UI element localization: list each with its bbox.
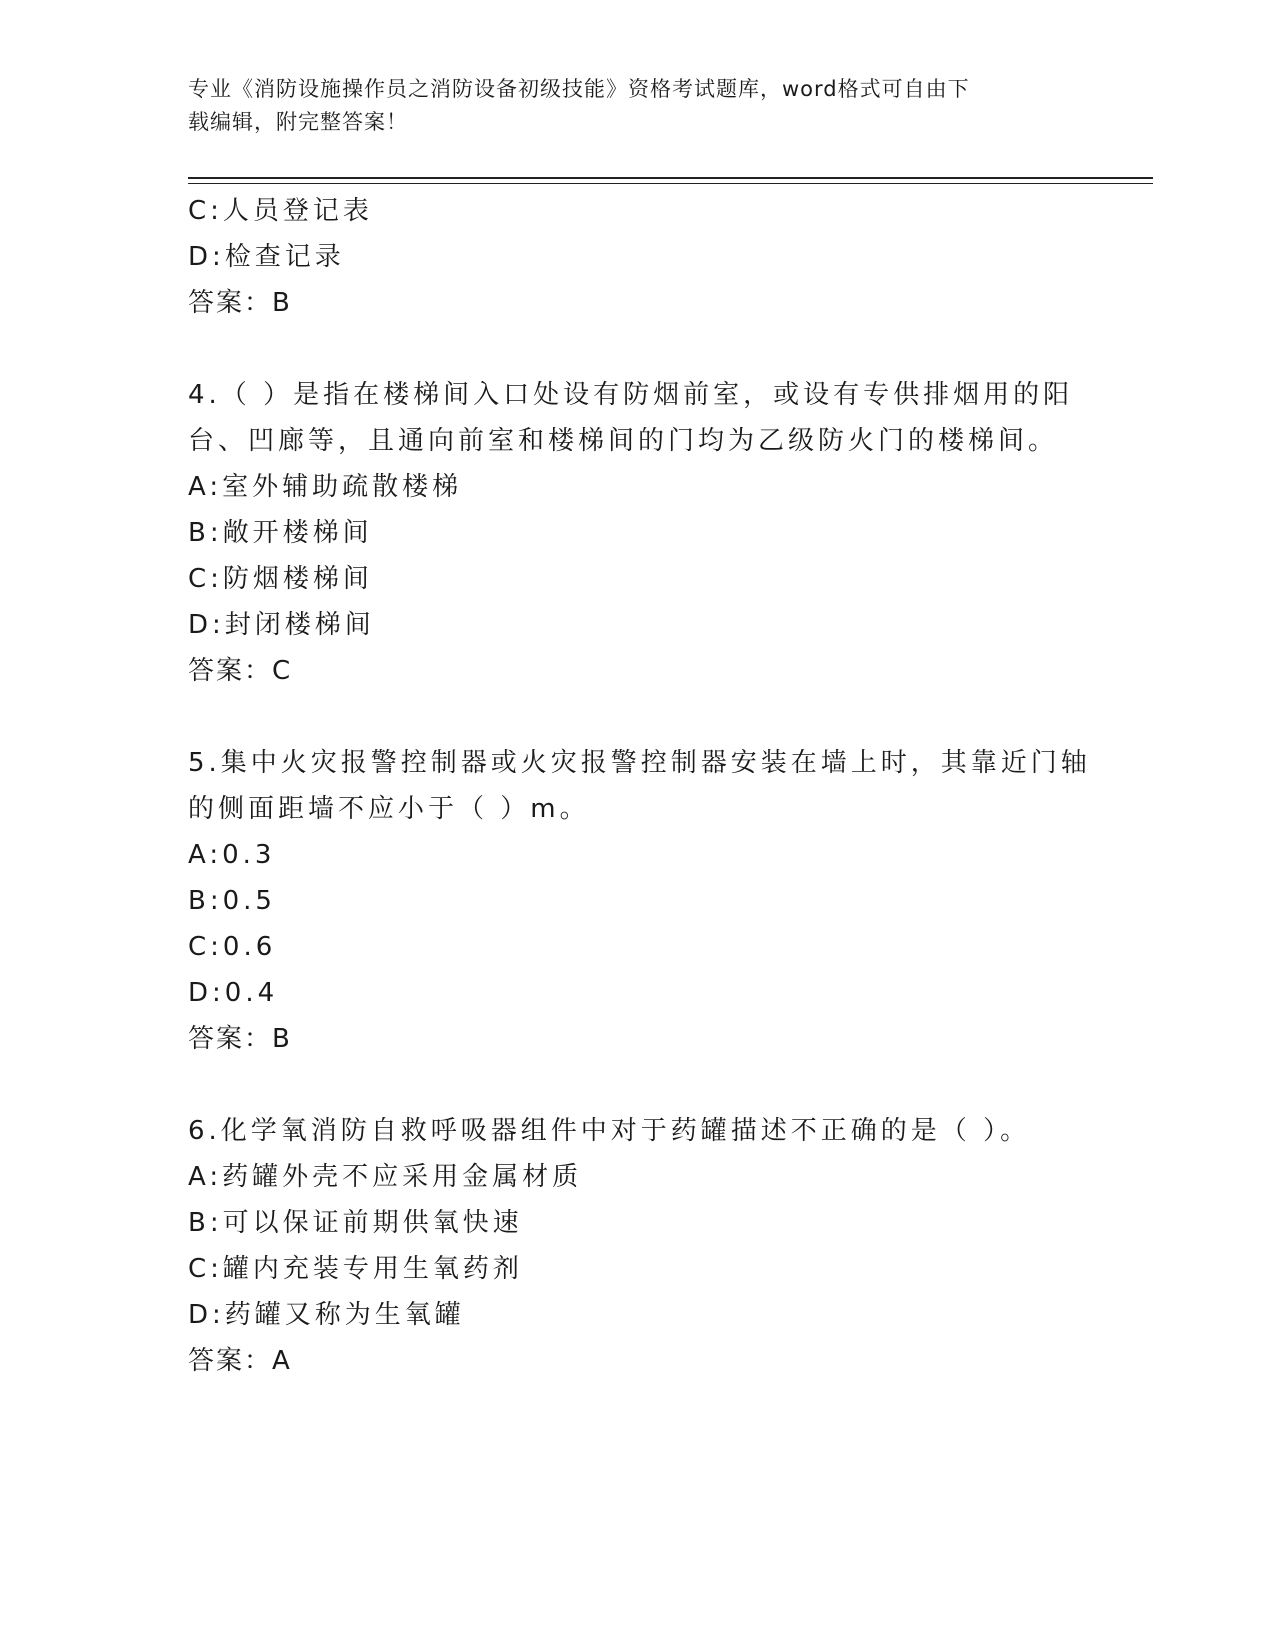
option-b: B:敞开楼梯间 (188, 518, 373, 548)
answer-label: 答案：A (188, 1346, 292, 1376)
question-stem-line: 6.化学氧消防自救呼吸器组件中对于药罐描述不正确的是（ ）。 (188, 1116, 1031, 1146)
spacer (188, 1062, 1068, 1108)
question-stem-line: 5.集中火灾报警控制器或火灾报警控制器安装在墙上时，其靠近门轴 (188, 748, 1091, 778)
question-5 (188, 740, 1091, 1062)
option-a: A:室外辅助疏散楼梯 (188, 472, 463, 502)
question-stem-line: 4.（ ）是指在楼梯间入口处设有防烟前室，或设有专供排烟用的阳 (188, 380, 1074, 410)
header-line-1: 专业《消防设施操作员之消防设备初级技能》资格考试题库，word格式可自由下 (188, 77, 970, 101)
question-stem-line: 的侧面距墙不应小于（ ）m。 (188, 794, 590, 824)
document-header (188, 73, 1068, 139)
header-line-2: 载编辑，附完整答案！ (188, 110, 408, 134)
option-b: B:0.5 (188, 886, 276, 916)
question-stem-line: 台、凹廊等，且通向前室和楼梯间的门均为乙级防火门的楼梯间。 (188, 426, 1059, 456)
spacer (188, 694, 1068, 740)
option-c: C:人员登记表 (188, 196, 373, 226)
answer-label: 答案：B (188, 288, 292, 318)
carryover-question (188, 188, 1068, 326)
header-divider (188, 177, 1153, 184)
question-4 (188, 372, 1074, 694)
option-a: A:药罐外壳不应采用金属材质 (188, 1162, 583, 1192)
option-d: D:检查记录 (188, 242, 345, 272)
question-6 (188, 1108, 1068, 1384)
option-d: D:封闭楼梯间 (188, 610, 375, 640)
answer-label: 答案：B (188, 1024, 292, 1054)
option-c: C:防烟楼梯间 (188, 564, 373, 594)
option-c: C:0.6 (188, 932, 277, 962)
option-b: B:可以保证前期供氧快速 (188, 1208, 523, 1238)
question-list (188, 188, 1091, 1384)
option-d: D:0.4 (188, 978, 279, 1008)
option-c: C:罐内充装专用生氧药剂 (188, 1254, 523, 1284)
spacer (188, 326, 1068, 372)
answer-label: 答案：C (188, 656, 293, 686)
option-a: A:0.3 (188, 840, 276, 870)
option-d: D:药罐又称为生氧罐 (188, 1300, 465, 1330)
